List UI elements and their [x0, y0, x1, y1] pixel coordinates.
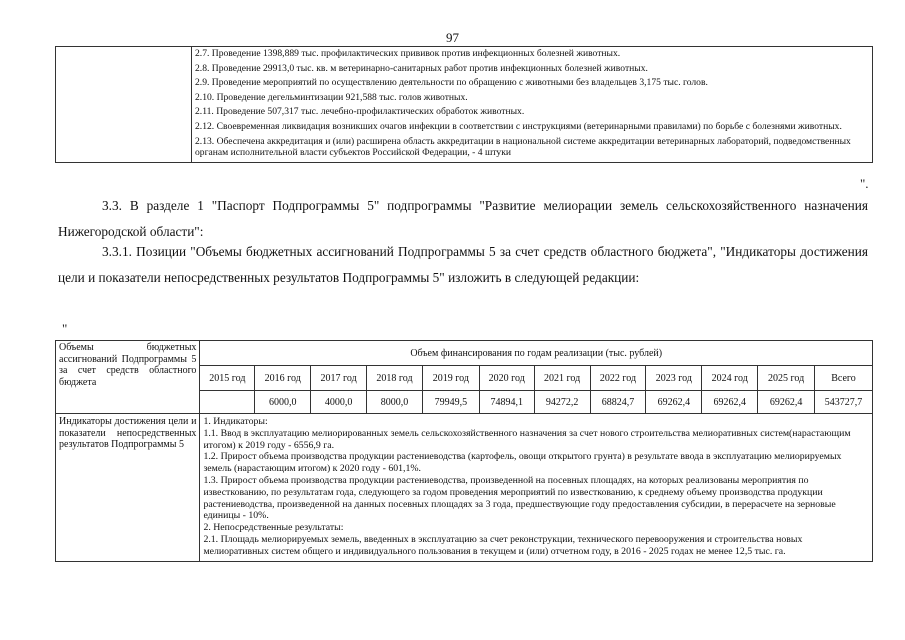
budget-value: 69262,4: [702, 391, 758, 414]
budget-label: Объемы бюджетных ассигнований Подпрограммы 5 за счет средств областного бюджета: [56, 341, 200, 414]
budget-value: 69262,4: [758, 391, 815, 414]
veterinary-results-table: [55, 46, 873, 163]
result-item: 2.7. Проведение 1398,889 тыс. профилактических прививок против инфекционных болезней животных.: [195, 48, 621, 59]
budget-value: 4000,0: [311, 391, 367, 414]
indicators-label: Индикаторы достижения цели и показатели непосредственных результатов Подпрограммы 5: [56, 414, 200, 562]
indicator-line: 2. Непосредственные результаты:: [203, 522, 344, 534]
closing-quote: ".: [860, 176, 869, 191]
year-header: 2020 год: [479, 366, 534, 391]
budget-value: 74894,1: [479, 391, 534, 414]
budget-value: 6000,0: [255, 391, 311, 414]
result-item: 2.12. Своевременная ликвидация возникших очагов инфекции в соответствии с инструкциями (ветеринарными правилами) по борьбе с болезнями животных.: [195, 120, 842, 132]
indicator-line: 1.1. Ввод в эксплуатацию мелиорированных земель сельскохозяйственного назначения за счет нового строительства мелиоративных систем(нарастающим итогом) к 2019 году - 6556,9 га.: [203, 427, 851, 451]
indicators-cell: [200, 414, 873, 562]
year-header: 2023 год: [646, 366, 702, 391]
instruction-paragraph: 3.3.1. Позиции "Объемы бюджетных ассигнований Подпрограммы 5 за счет средств областного бюджета", "Индикаторы достижения цели и показатели непосредственных результатов Подпрограммы 5" изложить в следующей редакции:: [58, 244, 868, 285]
empty-label-cell: [56, 47, 192, 163]
passport-table: [55, 340, 873, 562]
year-header: 2021 год: [534, 366, 590, 391]
year-header: 2025 год: [758, 366, 815, 391]
result-item: 2.8. Проведение 29913,0 тыс. кв. м ветеринарно-санитарных работ против инфекционных болезней животных.: [195, 62, 648, 74]
budget-value: 68824,7: [590, 391, 646, 414]
budget-value: 8000,0: [367, 391, 423, 414]
year-header: 2022 год: [590, 366, 646, 391]
section-paragraph: 3.3. В разделе 1 "Паспорт Подпрограммы 5" подпрограммы "Развитие мелиорации земель сельскохозяйственного назначения Нижегородской области":: [58, 198, 868, 239]
result-item: 2.13. Обеспечена аккредитация и (или) расширена область аккредитации в национальной системе аккредитации ветеринарных лабораторий, подведомственных органам исполнительной власти субъектов Российской Федерации, - 4 штуки: [195, 135, 851, 159]
year-header: 2019 год: [422, 366, 479, 391]
indicator-line: 1. Индикаторы:: [203, 416, 268, 427]
budget-header: Объем финансирования по годам реализации (тыс. рублей): [200, 341, 873, 366]
budget-value: 69262,4: [646, 391, 702, 414]
result-item: 2.10. Проведение дегельминтизации 921,588 тыс. голов животных.: [195, 91, 468, 103]
page-number: 97: [446, 30, 459, 45]
budget-value: [200, 391, 255, 414]
budget-total: 543727,7: [815, 391, 873, 414]
year-header: 2024 год: [702, 366, 758, 391]
year-header: 2015 год: [200, 366, 255, 391]
indicator-line: 2.1. Площадь мелиорируемых земель, введенных в эксплуатацию за счет реконструкции, технического перевооружения и строительства новых мелиоративных систем общего и индивидуального пользования в текущем и (или) отчетном году, в 2016 - 2025 годах не менее 12,5 тыс. га.: [203, 533, 803, 557]
year-header: 2018 год: [367, 366, 423, 391]
result-item: 2.11. Проведение 507,317 тыс. лечебно-профилактических обработок животных.: [195, 106, 525, 118]
year-header: 2017 год: [311, 366, 367, 391]
results-cell: [192, 47, 873, 163]
indicator-line: 1.3. Прирост объема производства продукции растениеводства, произведенной на посевных площадях, на которых реализованы мероприятия по известкованию, по результатам года, следующего за годом проведения мероприятий по известкованию, к среднему объему производства продукции растениеводства, произведенной на данных посевных площадях за 3 года, предшествующие году предоставления субсидии, в перерасчете на зерновые единицы - 10%.: [203, 474, 836, 522]
result-item: 2.9. Проведение мероприятий по осуществлению деятельности по обращению с животными без владельцев 3,175 тыс. голов.: [195, 77, 708, 89]
total-header: Всего: [815, 366, 873, 391]
budget-value: 94272,2: [534, 391, 590, 414]
opening-quote: ": [62, 321, 68, 336]
budget-value: 79949,5: [422, 391, 479, 414]
year-header: 2016 год: [255, 366, 311, 391]
indicator-line: 1.2. Прирост объема производства продукции растениеводства (картофель, овощи открытого грунта) в результате ввода в эксплуатацию мелиорируемых земель (нарастающим итогом) к 2020 году - 601,1%.: [203, 451, 842, 475]
